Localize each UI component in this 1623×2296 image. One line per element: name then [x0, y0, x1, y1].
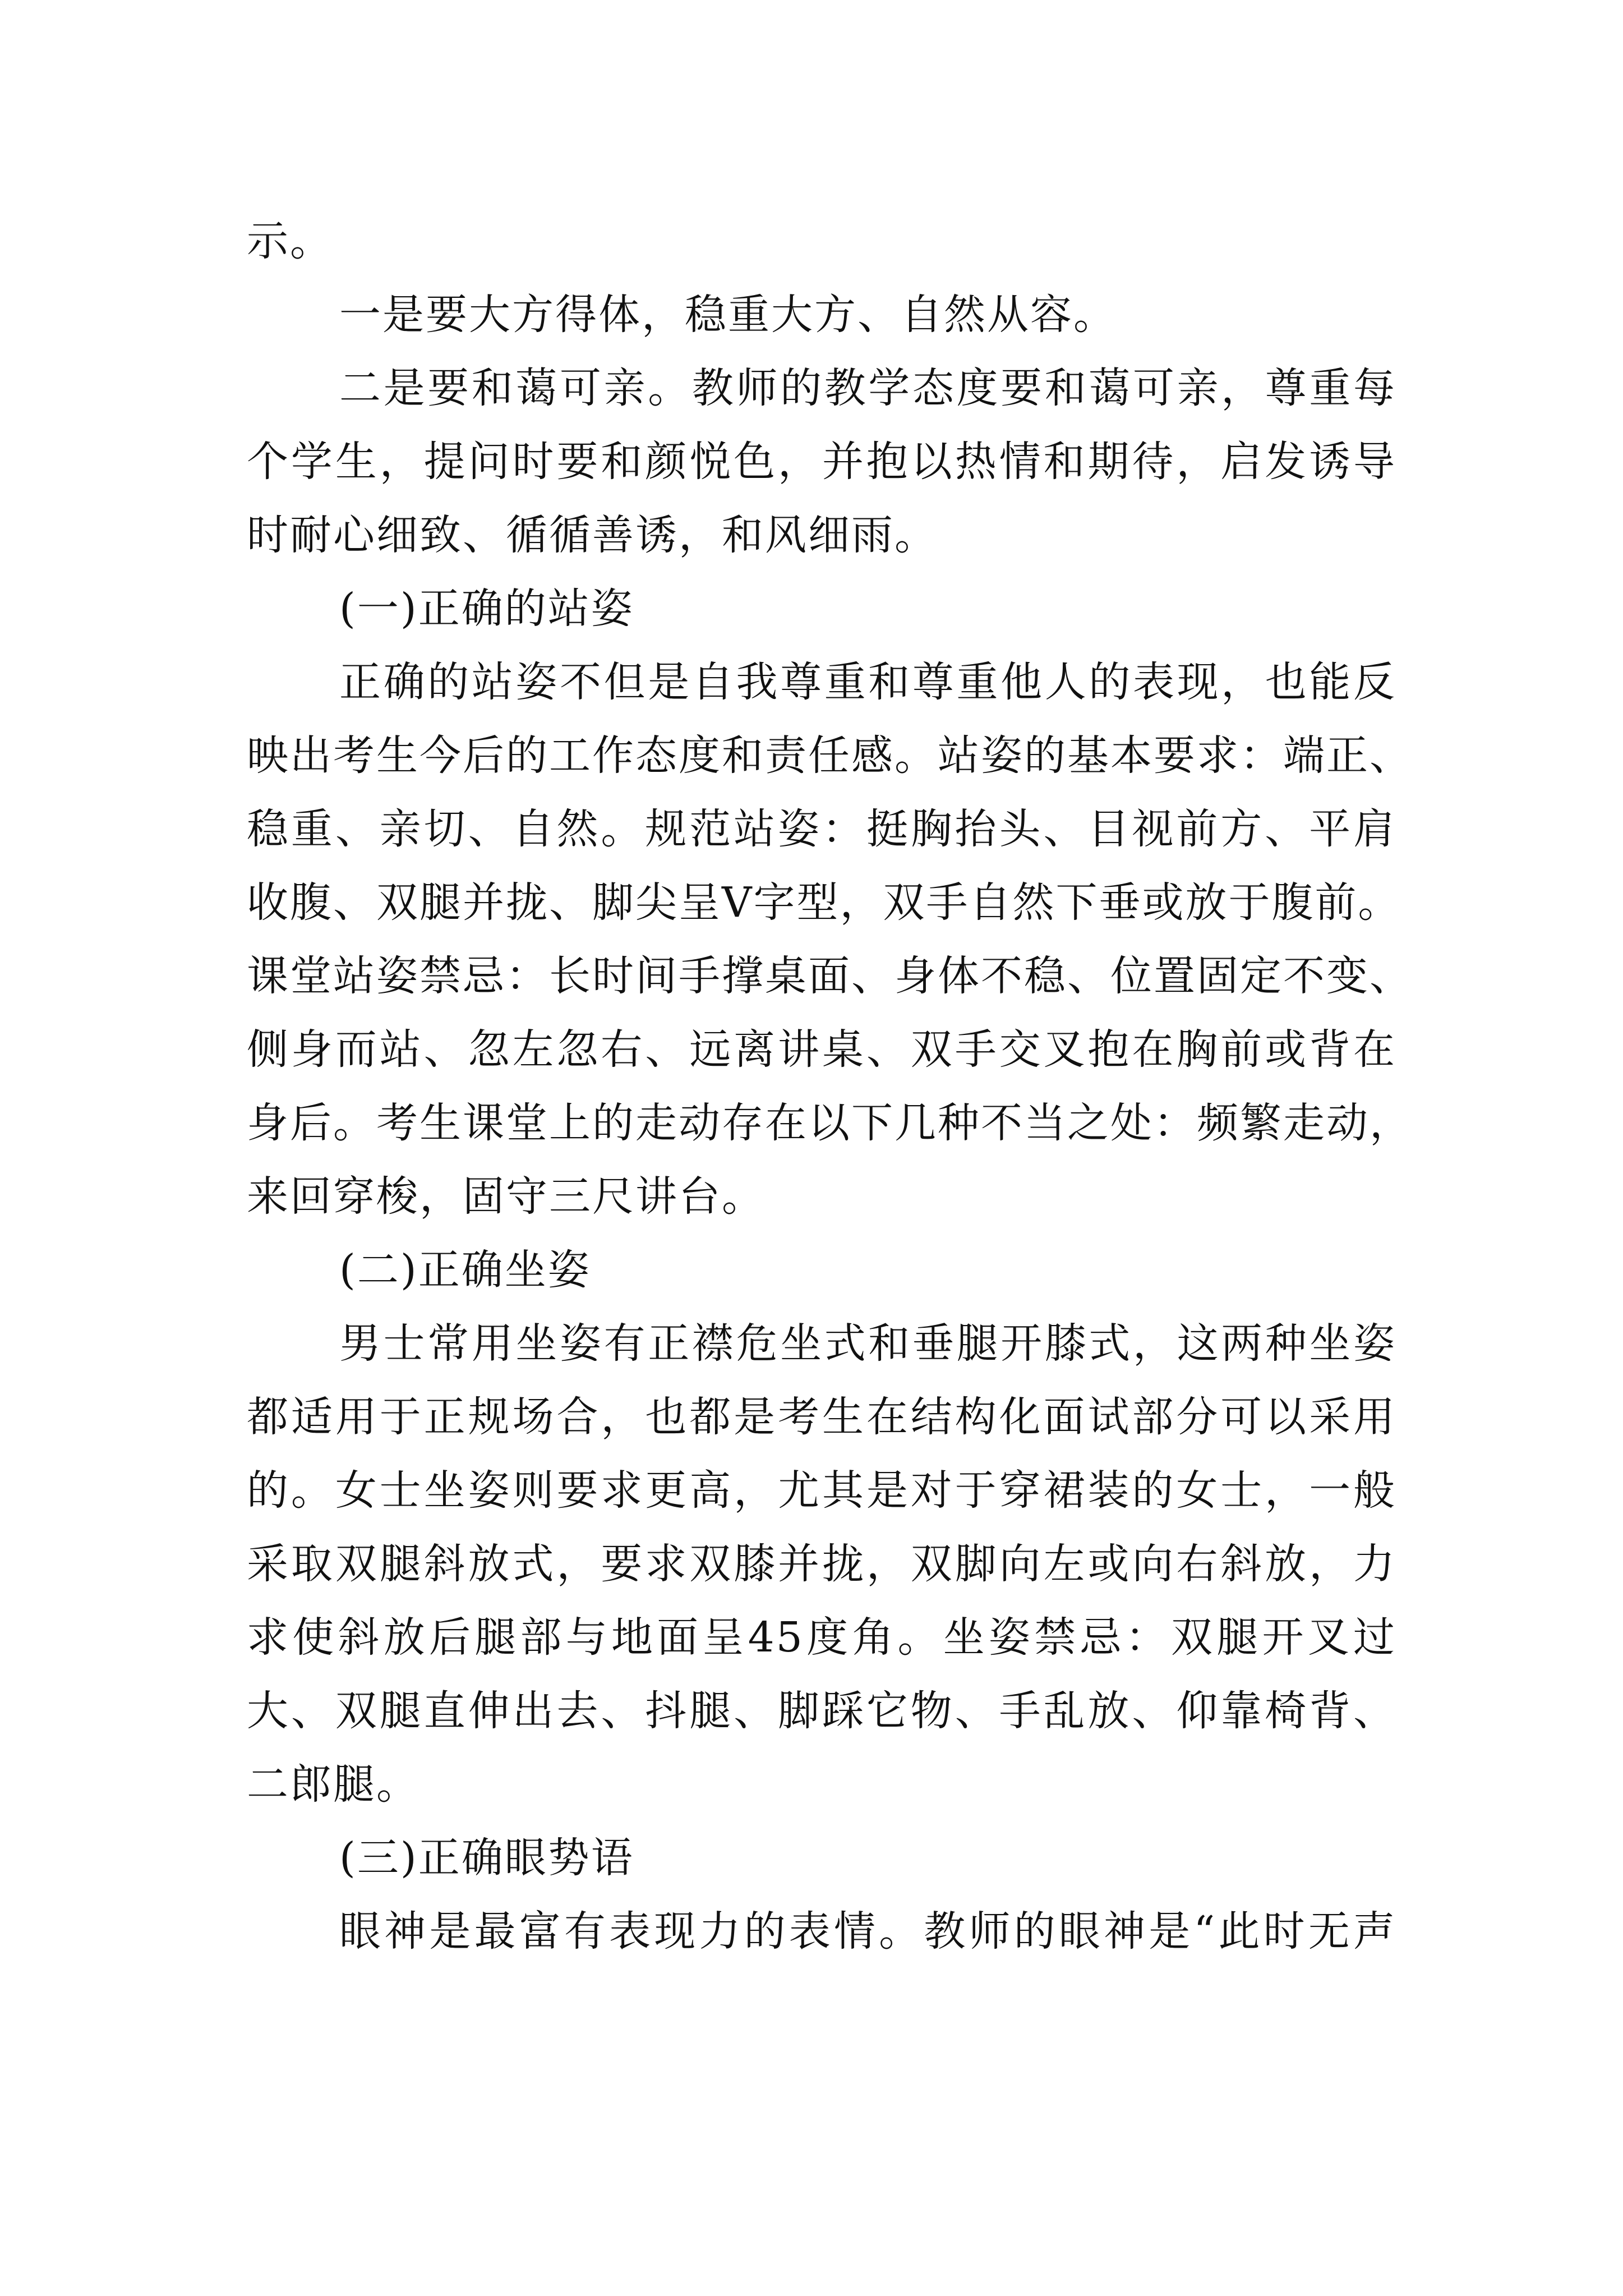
section-heading: (三)正确眼势语 [339, 1834, 634, 1882]
section-heading: (一)正确的站姿 [339, 585, 634, 633]
text-line: 侧身而站、忽左忽右、远离讲桌、双手交叉抱在胸前或背在 [247, 1025, 1396, 1074]
text-line: 求使斜放后腿部与地面呈45度角。坐姿禁忌：双腿开叉过 [247, 1613, 1396, 1662]
text-line: 课堂站姿禁忌：长时间手撑桌面、身体不稳、位置固定不变、 [247, 952, 1413, 1000]
text-line: 来回穿梭，固守三尺讲台。 [247, 1172, 765, 1221]
section-heading: (二)正确坐姿 [339, 1246, 591, 1294]
text-line: 正确的站姿不但是自我尊重和尊重他人的表现，也能反 [339, 658, 1396, 706]
text-line: 男士常用坐姿有正襟危坐式和垂腿开膝式，这两种坐姿 [339, 1319, 1396, 1368]
text-line: 个学生，提问时要和颜悦色，并抱以热情和期待，启发诱导 [247, 438, 1396, 486]
text-line: 一是要大方得体，稳重大方、自然从容。 [339, 291, 1117, 339]
text-line: 眼神是最富有表现力的表情。教师的眼神是“此时无声 [339, 1907, 1396, 1955]
text-line: 身后。考生课堂上的走动存在以下几种不当之处：频繁走动， [247, 1099, 1413, 1147]
text-line: 映出考生今后的工作态度和责任感。站姿的基本要求：端正、 [247, 731, 1413, 780]
text-line: 二是要和蔼可亲。教师的教学态度要和蔼可亲，尊重每 [339, 364, 1396, 412]
text-line: 收腹、双腿并拢、脚尖呈V字型，双手自然下垂或放于腹前。 [247, 878, 1401, 927]
text-line: 示。 [247, 217, 333, 265]
text-line: 的。女士坐姿则要求更高，尤其是对于穿裙装的女士，一般 [247, 1466, 1396, 1515]
text-line: 时耐心细致、循循善诱，和风细雨。 [247, 511, 938, 559]
text-line: 都适用于正规场合，也都是考生在结构化面试部分可以采用 [247, 1393, 1396, 1441]
text-line: 采取双腿斜放式，要求双膝并拢，双脚向左或向右斜放，力 [247, 1540, 1396, 1588]
document-body [247, 205, 1413, 1968]
text-line: 二郎腿。 [247, 1760, 419, 1809]
text-line: 大、双腿直伸出去、抖腿、脚踩它物、手乱放、仰靠椅背、 [247, 1687, 1396, 1735]
text-line: 稳重、亲切、自然。规范站姿：挺胸抬头、目视前方、平肩 [247, 805, 1396, 853]
